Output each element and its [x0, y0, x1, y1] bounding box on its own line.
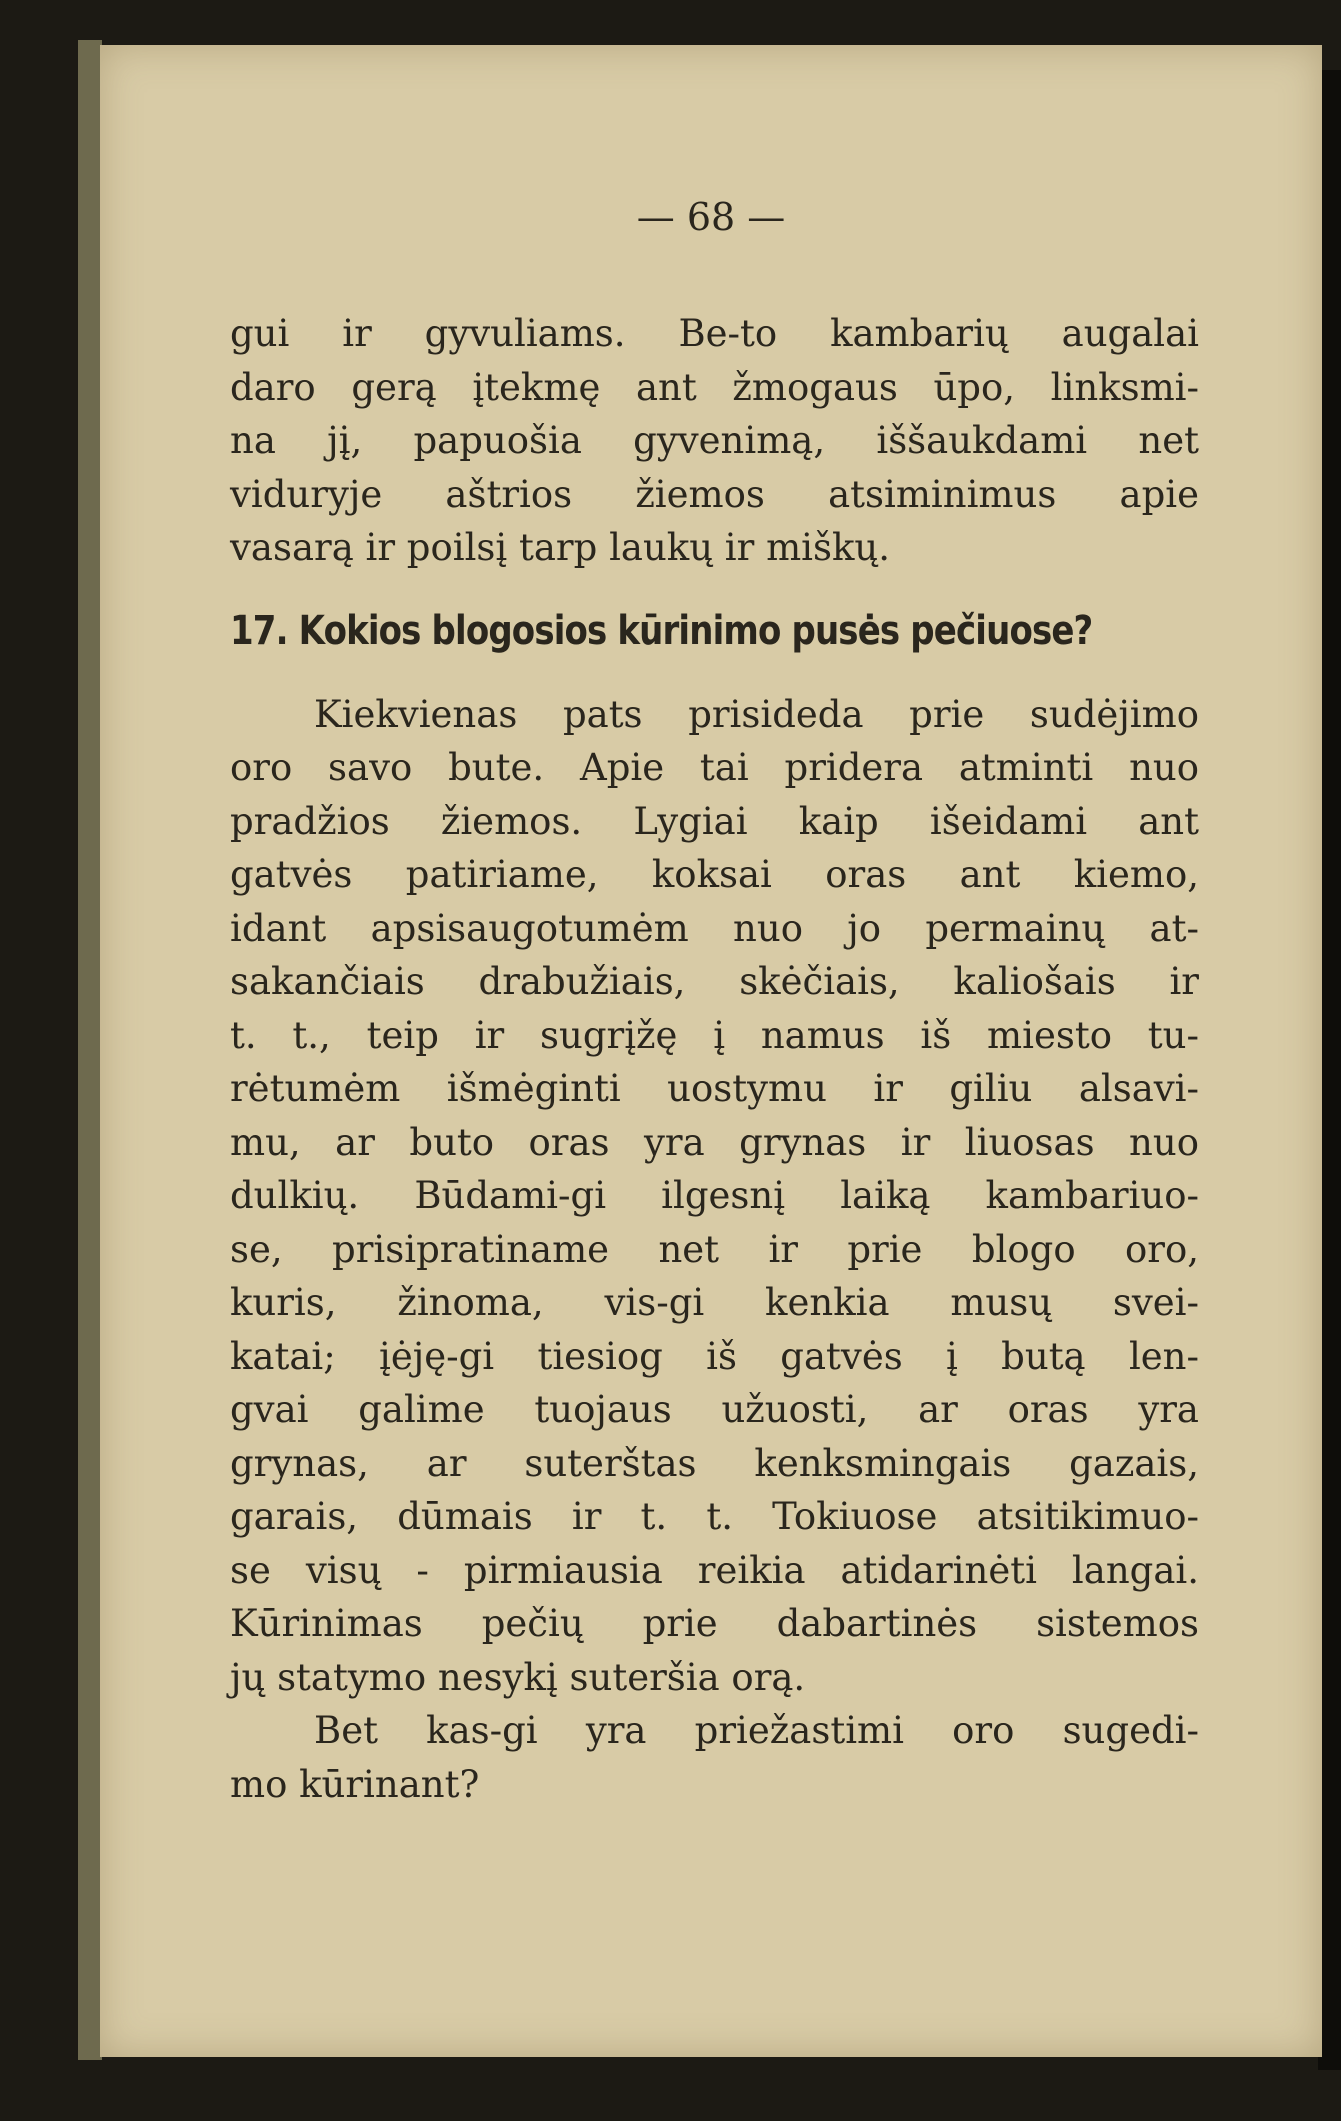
text-line: daro gerą įtekmę ant žmogaus ūpo, linksmi- [230, 365, 1199, 409]
text-line: garais, dūmais ir t. t. Tokiuose atsitikimuo- [230, 1495, 1199, 1538]
paragraph-3 [230, 1704, 1199, 1811]
text-line: idant apsisaugotumėm nuo jo permainų at- [230, 906, 1199, 950]
text-line: se visų - pirmiausia reikia atidarinėti langai. [230, 1548, 1199, 1592]
text-line: Bet kas-gi yra priežastimi oro sugedi- [314, 1709, 1199, 1752]
book-page [100, 45, 1322, 2057]
book-spine-edge [78, 40, 102, 2060]
text-line: kuris, žinoma, vis-gi kenkia musų svei- [230, 1281, 1199, 1324]
text-line: se, prisipratiname net ir prie blogo oro, [230, 1227, 1199, 1271]
text-line: gvai galime tuojaus užuosti, ar oras yra [230, 1388, 1199, 1431]
text-line: Kiekvienas pats prisideda prie sudėjimo [314, 692, 1199, 736]
text-line: gatvės patiriame, koksai oras ant kiemo, [230, 853, 1199, 896]
text-line: na jį, papuošia gyvenimą, iššaukdami net [230, 419, 1199, 462]
paragraph-1 [230, 307, 1199, 575]
page-number: — 68 — [636, 195, 786, 239]
text-line: gui ir gyvuliams. Be-to kambarių augalai [230, 312, 1199, 355]
paragraph-2 [230, 688, 1199, 1705]
text-line: jų statymo nesykį suteršia orą. [230, 1655, 806, 1699]
text-line: oro savo bute. Apie tai pridera atminti nuo [230, 746, 1199, 789]
text-line: rėtumėm išmėginti uostymu ir giliu alsavi- [230, 1067, 1199, 1110]
text-line: grynas, ar suterštas kenksmingais gazais, [230, 1441, 1199, 1485]
section-heading: 17. Kokios blogosios kūrinimo pusės pečiuose? [230, 607, 1093, 654]
page-body [230, 307, 1199, 1811]
text-line: dulkių. Būdami-gi ilgesnį laiką kambariuo- [230, 1174, 1199, 1217]
text-line: pradžios žiemos. Lygiai kaip išeidami ant [230, 799, 1199, 843]
text-line: t. t., teip ir sugrįžę į namus iš miesto tu- [230, 1013, 1199, 1057]
text-line: Kūrinimas pečių prie dabartinės sistemos [230, 1602, 1199, 1645]
text-line: mu, ar buto oras yra grynas ir liuosas nuo [230, 1120, 1199, 1164]
text-line: mo kūrinant? [230, 1762, 480, 1806]
text-line: sakančiais drabužiais, skėčiais, kaliošais ir [230, 960, 1199, 1003]
text-line: katai; įėję-gi tiesiog iš gatvės į butą len- [230, 1334, 1199, 1378]
text-line: vasarą ir poilsį tarp laukų ir miškų. [230, 526, 891, 569]
text-line: viduryje aštrios žiemos atsiminimus apie [230, 472, 1199, 516]
